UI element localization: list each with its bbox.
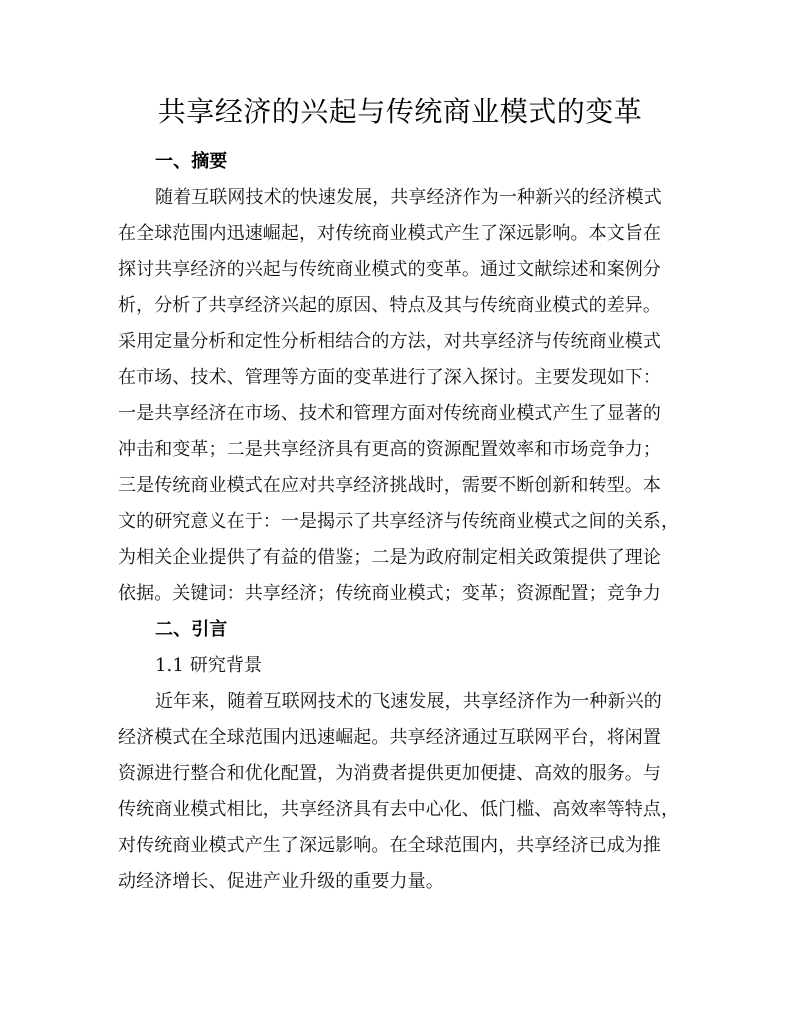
document-body [118, 144, 678, 900]
paragraph-line: 采用定量分析和定性分析相结合的方法，对共享经济与传统商业模式 [118, 331, 661, 352]
paragraph-line: 在全球范围内迅速崛起，对传统商业模式产生了深远影响。本文旨在 [118, 223, 661, 244]
paragraph-line: 一是共享经济在市场、技术和管理方面对传统商业模式产生了显著的 [118, 403, 661, 424]
paragraph-line: 近年来，随着互联网技术的飞速发展，共享经济作为一种新兴的 [155, 691, 662, 712]
paragraph-line: 动经济增长、促进产业升级的重要力量。 [118, 871, 444, 892]
section-heading-abstract: 一、摘要 [155, 151, 228, 172]
paragraph-line: 探讨共享经济的兴起与传统商业模式的变革。通过文献综述和案例分 [118, 259, 661, 280]
paragraph-line: 对传统商业模式产生了深远影响。在全球范围内，共享经济已成为推 [118, 835, 661, 856]
document-title: 共享经济的兴起与传统商业模式的变革 [157, 95, 643, 128]
paragraph-line: 依据。关键词：共享经济；传统商业模式；变革；资源配置；竞争力 [118, 583, 661, 604]
paragraph-line: 三是传统商业模式在应对共享经济挑战时，需要不断创新和转型。本 [118, 475, 661, 496]
abstract-paragraph [118, 180, 678, 612]
paragraph-line: 为相关企业提供了有益的借鉴；二是为政府制定相关政策提供了理论 [118, 547, 661, 568]
paragraph-line: 随着互联网技术的快速发展，共享经济作为一种新兴的经济模式 [155, 187, 662, 208]
paragraph-line: 传统商业模式相比，共享经济具有去中心化、低门槛、高效率等特点， [118, 799, 680, 820]
paragraph-line: 经济模式在全球范围内迅速崛起。共享经济通过互联网平台，将闲置 [118, 727, 661, 748]
paragraph-line: 析，分析了共享经济兴起的原因、特点及其与传统商业模式的差异。 [118, 295, 661, 316]
subsection-heading-research-background: 1.1 研究背景 [155, 655, 263, 676]
paragraph-line: 在市场、技术、管理等方面的变革进行了深入探讨。主要发现如下： [118, 367, 661, 388]
paragraph-line: 冲击和变革；二是共享经济具有更高的资源配置效率和市场竞争力； [118, 439, 661, 460]
paragraph-line: 资源进行整合和优化配置，为消费者提供更加便捷、高效的服务。与 [118, 763, 661, 784]
section-heading-introduction: 二、引言 [155, 619, 228, 640]
research-background-paragraph [118, 684, 678, 900]
paragraph-line: 文的研究意义在于：一是揭示了共享经济与传统商业模式之间的关系， [118, 511, 680, 532]
